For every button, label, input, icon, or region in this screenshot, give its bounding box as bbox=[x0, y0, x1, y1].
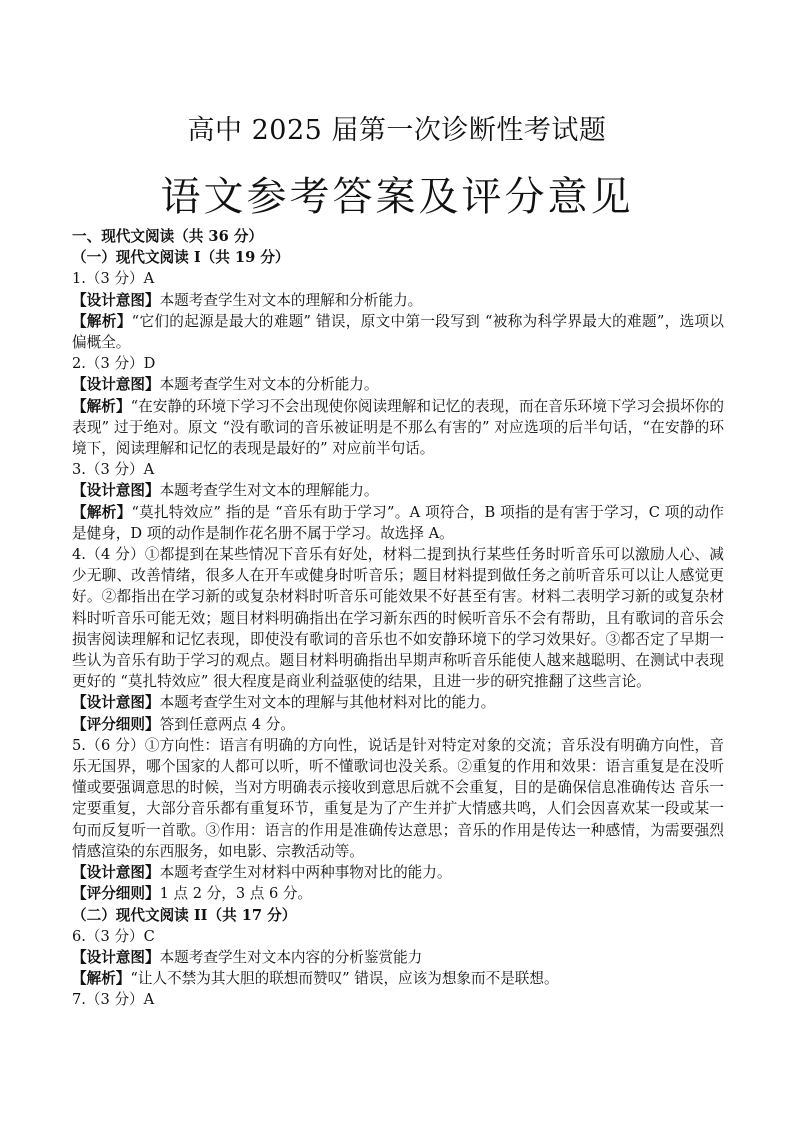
question-answer: 2.（3 分）D bbox=[72, 355, 156, 373]
tag-label: 【设计意图】 bbox=[72, 694, 160, 712]
exam-title: 高中 2025 届第一次诊断性考试题 bbox=[187, 115, 607, 146]
design-intent-text: 本题考查学生对文本的分析能力。 bbox=[159, 376, 379, 394]
design-intent bbox=[72, 947, 724, 968]
design-intent bbox=[72, 480, 724, 501]
design-intent-text: 本题考查学生对材料中两种事物对比的能力。 bbox=[159, 864, 452, 882]
question-answer: 5.（6 分）①方向性：语言有明确的方向性，说话是针对特定对象的交流；音乐没有明确方向性，音乐无国界，哪个国家的人都可以听，听不懂歌词也没关系。②重复的作用和效果：语言重复是在没听懂或要强调意思的时候，当对方明确表示接收到意思后就不会重复，目的是确保信息准确传达 音乐一定要重复，大部分音乐都有重复环节，重复是为了产生并扩大情感共鸣，人们会因喜欢某一段或某一句而反复听一首歌。③作用：语言的作用是准确传达意思；音乐的作用是传达一种感情，为需要强烈情感渲染的东西服务，如电影、宗教活动等。 bbox=[72, 736, 724, 860]
analysis bbox=[72, 502, 724, 544]
answer-content bbox=[72, 226, 724, 1011]
tag-label: 【解析】 bbox=[72, 503, 132, 521]
question-answer: 3.（3 分）A bbox=[72, 461, 155, 479]
question-answer: 7.（3 分）A bbox=[72, 991, 155, 1009]
design-intent-text: 本题考查学生对文本内容的分析鉴赏能力 bbox=[159, 948, 423, 966]
subsection-heading: （一）现代文阅读 I（共 19 分） bbox=[72, 249, 290, 267]
tag-label: 【解析】 bbox=[72, 970, 131, 988]
design-intent bbox=[72, 692, 724, 713]
scoring-rules bbox=[72, 714, 724, 735]
design-intent-text: 本题考查学生对文本的理解与其他材料对比的能力。 bbox=[159, 694, 496, 712]
analysis bbox=[72, 311, 724, 353]
analysis bbox=[72, 396, 724, 460]
design-intent-text: 本题考查学生对文本的理解和分析能力。 bbox=[159, 291, 423, 309]
tag-label: 【设计意图】 bbox=[72, 948, 160, 966]
analysis-text: “它们的起源是最大的难题” 错误，原文中第一段写到 “被称为科学界最大的难题”，选项以偏概全。 bbox=[72, 312, 724, 352]
scoring-rules bbox=[72, 883, 724, 904]
question-answer: 4.（4 分）①都提到在某些情况下音乐有好处，材料二提到执行某些任务时听音乐可以激励人心、减少无聊、改善情绪，很多人在开车或健身时听音乐；题目材料提到做任务之前听音乐可以让人感觉更好。②都指出在学习新的或复杂材料时听音乐可能效果不好甚至有害。材料二表明学习新的或复杂材料时听音乐可能无效；题目材料明确指出在学习新东西的时候听音乐不会有帮助，且有歌词的音乐会损害阅读理解和记忆表现，即使没有歌词的音乐也不如安静环境下的学习效果好。③都否定了早期一些认为音乐有助于学习的观点。题目材料明确指出早期声称听音乐能使人越来越聪明、在测试中表现更好的 “莫扎特效应” 很大程度是商业利益驱使的结果，且进一步的研究推翻了这些言论。 bbox=[72, 546, 724, 691]
tag-label: 【解析】 bbox=[72, 312, 132, 330]
tag-label: 【设计意图】 bbox=[72, 291, 160, 309]
design-intent-text: 本题考查学生对文本的理解能力。 bbox=[159, 482, 379, 500]
tag-label: 【设计意图】 bbox=[72, 482, 160, 500]
subsection-heading: （二）现代文阅读 II（共 17 分） bbox=[72, 906, 297, 924]
analysis-text: “在安静的环境下学习不会出现使你阅读理解和记忆的表现，而在音乐环境下学习会损坏你的表现” 过于绝对。原文 “没有歌词的音乐被证明是不那么有害的” 对应选项的后半句话，“在安静的环境下，阅读理解和记忆的表现是最好的” 对应前半句话。 bbox=[72, 397, 724, 458]
tag-label: 【评分细则】 bbox=[72, 715, 160, 733]
question-answer: 6.（3 分）C bbox=[72, 927, 155, 945]
analysis-text: “莫扎特效应” 指的是 “音乐有助于学习”。A 项符合，B 项指的是有害于学习，C 项的动作是健身，D 项的动作是制作花名册不属于学习。故选择 A。 bbox=[72, 503, 724, 542]
document-subtitle: 语文参考答案及评分意见 bbox=[160, 174, 634, 220]
tag-label: 【评分细则】 bbox=[72, 885, 160, 903]
scoring-rules-text: 答到任意两点 4 分。 bbox=[159, 715, 295, 733]
analysis bbox=[72, 968, 724, 989]
analysis-text: “让人不禁为其大胆的联想而赞叹” 错误，应该为想象而不是联想。 bbox=[130, 970, 559, 988]
question-answer: 1.（3 分）A bbox=[72, 270, 155, 288]
scoring-rules-text: 1 点 2 分，3 点 6 分。 bbox=[159, 885, 313, 903]
tag-label: 【设计意图】 bbox=[72, 864, 160, 882]
tag-label: 【解析】 bbox=[72, 397, 131, 415]
design-intent bbox=[72, 374, 724, 395]
section-heading: 一、现代文阅读（共 36 分） bbox=[72, 228, 264, 245]
design-intent bbox=[72, 862, 724, 883]
tag-label: 【设计意图】 bbox=[72, 376, 160, 394]
design-intent bbox=[72, 290, 724, 311]
